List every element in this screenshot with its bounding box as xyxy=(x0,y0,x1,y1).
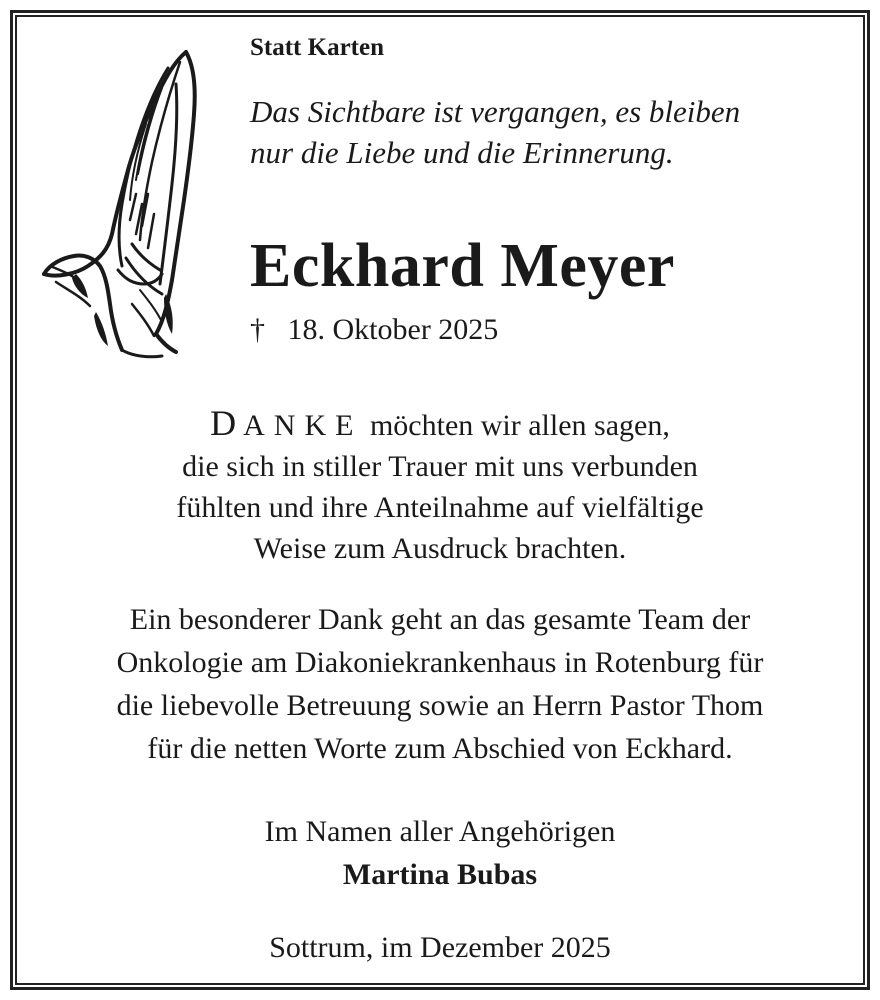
memorial-quote xyxy=(250,91,740,173)
danke-rest: ANKE xyxy=(243,409,363,442)
quote-line: Das Sichtbare ist vergangen, es bleiben xyxy=(250,94,741,129)
special-thanks-line: die liebevolle Betreuung sowie an Herrn Pastor Thom xyxy=(116,689,764,722)
signer-name: Martina Bubas xyxy=(342,858,538,891)
statt-karten-heading: Statt Karten xyxy=(250,34,384,61)
thanks-paragraph xyxy=(0,403,880,569)
special-thanks-paragraph xyxy=(0,598,880,770)
thanks-line: fühlten und ihre Anteilnahme auf vielfältige xyxy=(176,491,704,524)
thanks-line: Weise zum Ausdruck brachten. xyxy=(253,532,627,565)
danke-initial: D xyxy=(210,403,244,443)
thanks-line xyxy=(0,403,880,446)
death-date: 18. Oktober 2025 xyxy=(287,313,499,346)
place-date: Sottrum, im Dezember 2025 xyxy=(269,931,611,964)
special-thanks-line: Ein besonderer Dank geht an das gesamte Team der xyxy=(129,603,751,636)
death-date-line xyxy=(250,310,498,350)
cross-icon: † xyxy=(250,313,265,346)
deceased-name: Eckhard Meyer xyxy=(250,232,675,300)
signature-intro: Im Namen aller Angehörigen xyxy=(264,815,616,848)
quote-line: nur die Liebe und die Erinnerung. xyxy=(250,135,674,170)
thanks-line: die sich in stiller Trauer mit uns verbunden xyxy=(182,450,698,483)
thanks-line-rest: möchten wir allen sagen, xyxy=(369,409,670,442)
special-thanks-line: für die netten Worte zum Abschied von Eckhard. xyxy=(147,732,733,765)
special-thanks-line: Onkologie am Diakoniekrankenhaus in Rotenburg für xyxy=(116,646,764,679)
danke-word xyxy=(210,403,363,443)
praying-hands-icon xyxy=(36,44,206,362)
